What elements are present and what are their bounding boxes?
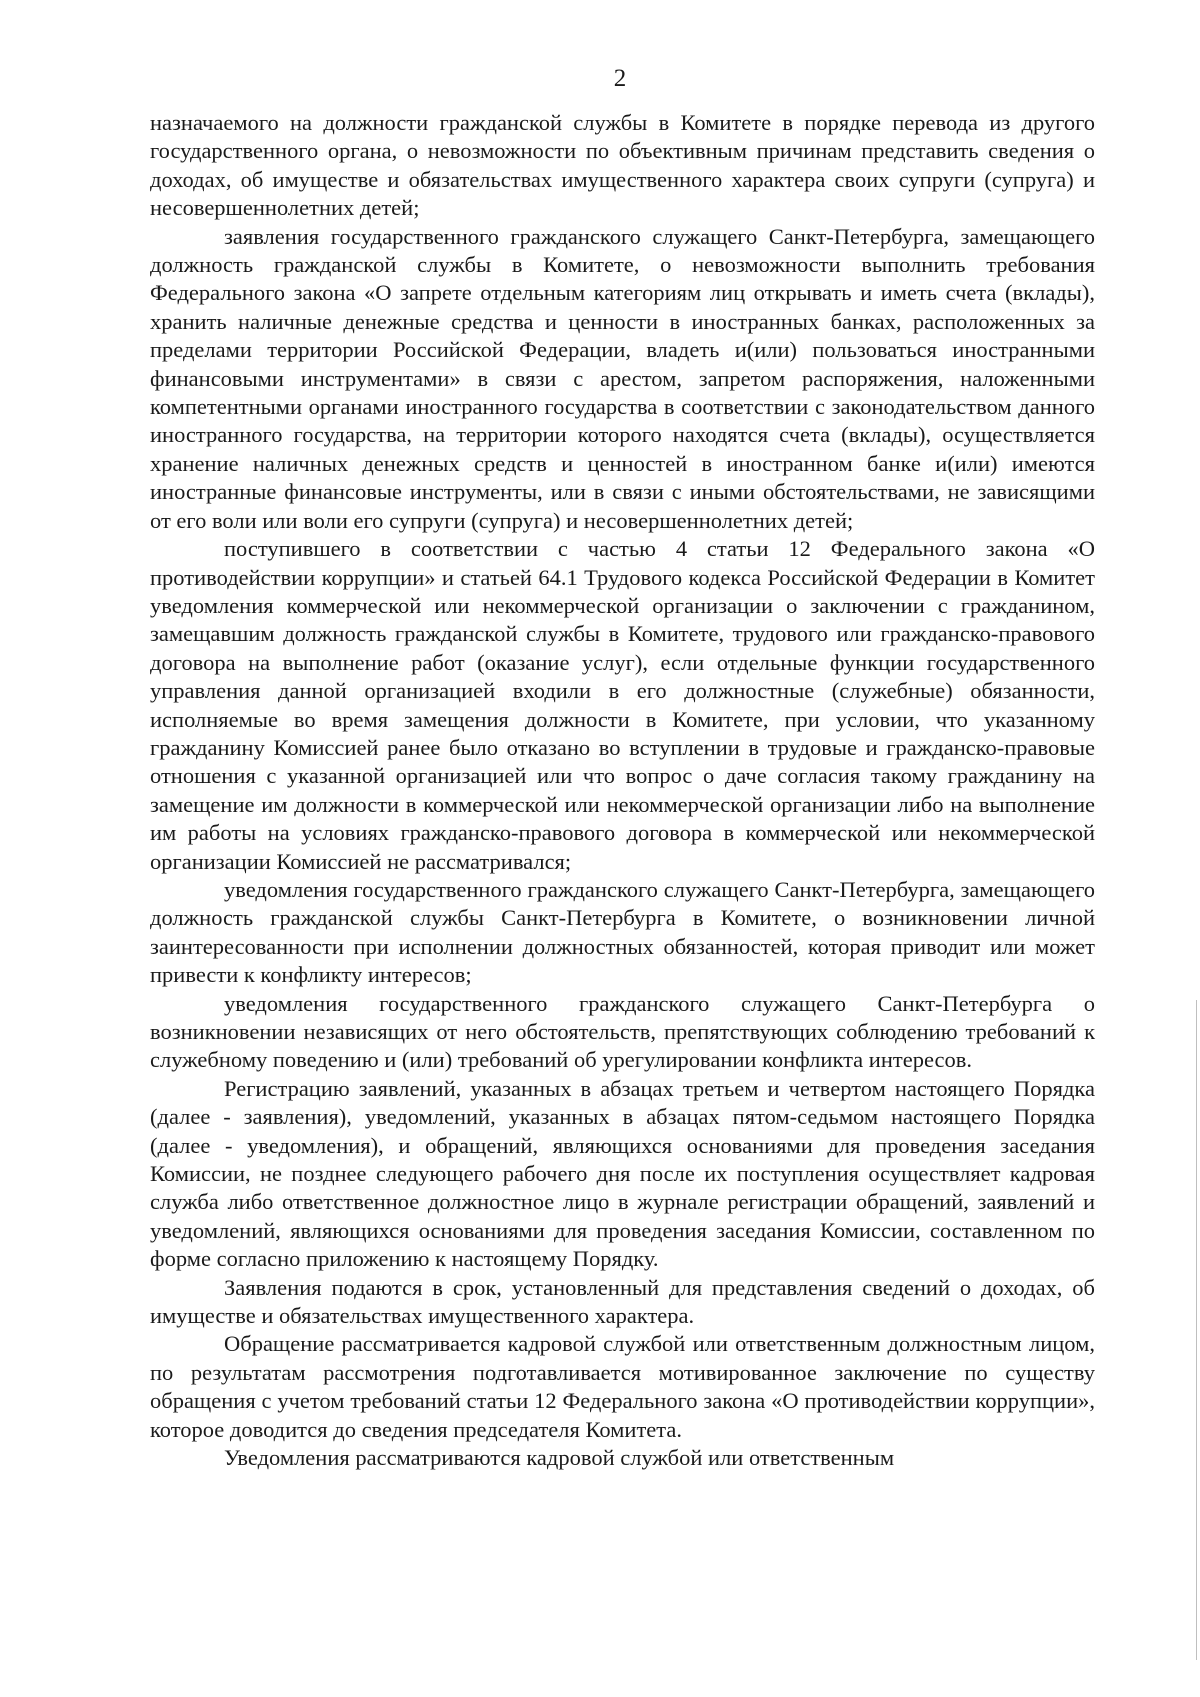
paragraph-conflict-of-interest-notice: уведомления государственного гражданского служащего Санкт-Петербурга, замещающего должность гражданской службы Санкт-Петербурга в Комитете, о возникновении личной заинтересованности при исполнении должностных обязанностей, которая приводит или может привести к конфликту интересов; [150, 876, 1095, 988]
paragraph-statement-foreign-accounts: заявления государственного гражданского служащего Санкт-Петербурга, замещающего должность гражданской службы в Комитете, о невозможности выполнить требования Федерального закона «О запрете отдельным категориям лиц открывать и иметь счета (вклады), хранить наличные денежные средства и ценности в иностранных банках, расположенных за пределами территории Российской Федерации, владеть и(или) пользоваться иностранными финансовыми инструментами» в связи с арестом, запретом распоряжения, наложенными компетентными органами иностранного государства в соответствии с законодательством данного иностранного государства, на территории которого находятся счета (вклады), осуществляется хранение наличных денежных средств и ценностей в иностранном банке и(или) имеются иностранные финансовые инструменты, или в связи с иными обстоятельствами, не зависящими от его воли или воли его супруги (супруга) и несовершеннолетних детей; [150, 223, 1095, 533]
paragraph-registration: Регистрацию заявлений, указанных в абзацах третьем и четвертом настоящего Порядка (далее - заявления), уведомлений, указанных в абзацах пятом-седьмом настоящего Порядка (далее - уведомления), и обращений, являющихся основаниями для проведения заседания Комиссии, не позднее следующего рабочего дня после их поступления осуществляет кадровая служба либо ответственное должностное лицо в журнале регистрации обращений, заявлений и уведомлений, являющихся основаниями для проведения заседания Комиссии, составленном по форме согласно приложению к настоящему Порядку. [150, 1075, 1095, 1272]
document-body [150, 109, 1095, 1473]
scan-edge-line [1196, 1000, 1197, 1660]
paragraph-independent-circumstances-notice: уведомления государственного гражданского служащего Санкт-Петербурга о возникновении независящих от него обстоятельств, препятствующих соблюдению требований к служебному поведению и (или) требований об урегулировании конфликта интересов. [150, 990, 1095, 1073]
paragraph-notice-review: Уведомления рассматриваются кадровой службой или ответственным [224, 1445, 895, 1471]
paragraph-organization-notice: поступившего в соответствии с частью 4 статьи 12 Федерального закона «О противодействии коррупции» и статьей 64.1 Трудового кодекса Российской Федерации в Комитет уведомления коммерческой или некоммерческой организации о заключении с гражданином, замещавшим должность гражданской службы в Комитете, трудового или гражданско-правового договора на выполнение работ (оказание услуг), если отдельные функции государственного управления данной организацией входили в его должностные (служебные) обязанности, исполняемые во время замещения должности в Комитете, при условии, что указанному гражданину Комиссией ранее было отказано во вступлении в трудовые и гражданско-правовые отношения с указанной организацией или что вопрос о даче согласия такому гражданину на замещение им должности в коммерческой или некоммерческой организации либо на выполнение им работы на условиях гражданско-правового договора в коммерческой или некоммерческой организации Комиссией не рассматривался; [150, 536, 1095, 874]
page-number: 2 [613, 65, 627, 92]
paragraph-submission-deadline: Заявления подаются в срок, установленный для представления сведений о доходах, об имуществе и обязательствах имущественного характера. [150, 1274, 1095, 1329]
paragraph-continuation: назначаемого на должности гражданской службы в Комитете в порядке перевода из другого государственного органа, о невозможности по объективным причинам представить сведения о доходах, об имуществе и обязательствах имущественного характера своих супруги (супруга) и несовершеннолетних детей; [150, 110, 1095, 221]
paragraph-appeal-review: Обращение рассматривается кадровой службой или ответственным должностным лицом, по результатам рассмотрения подготавливается мотивированное заключение по существу обращения с учетом требований статьи 12 Федерального закона «О противодействии коррупции», которое доводится до сведения председателя Комитета. [150, 1331, 1095, 1442]
